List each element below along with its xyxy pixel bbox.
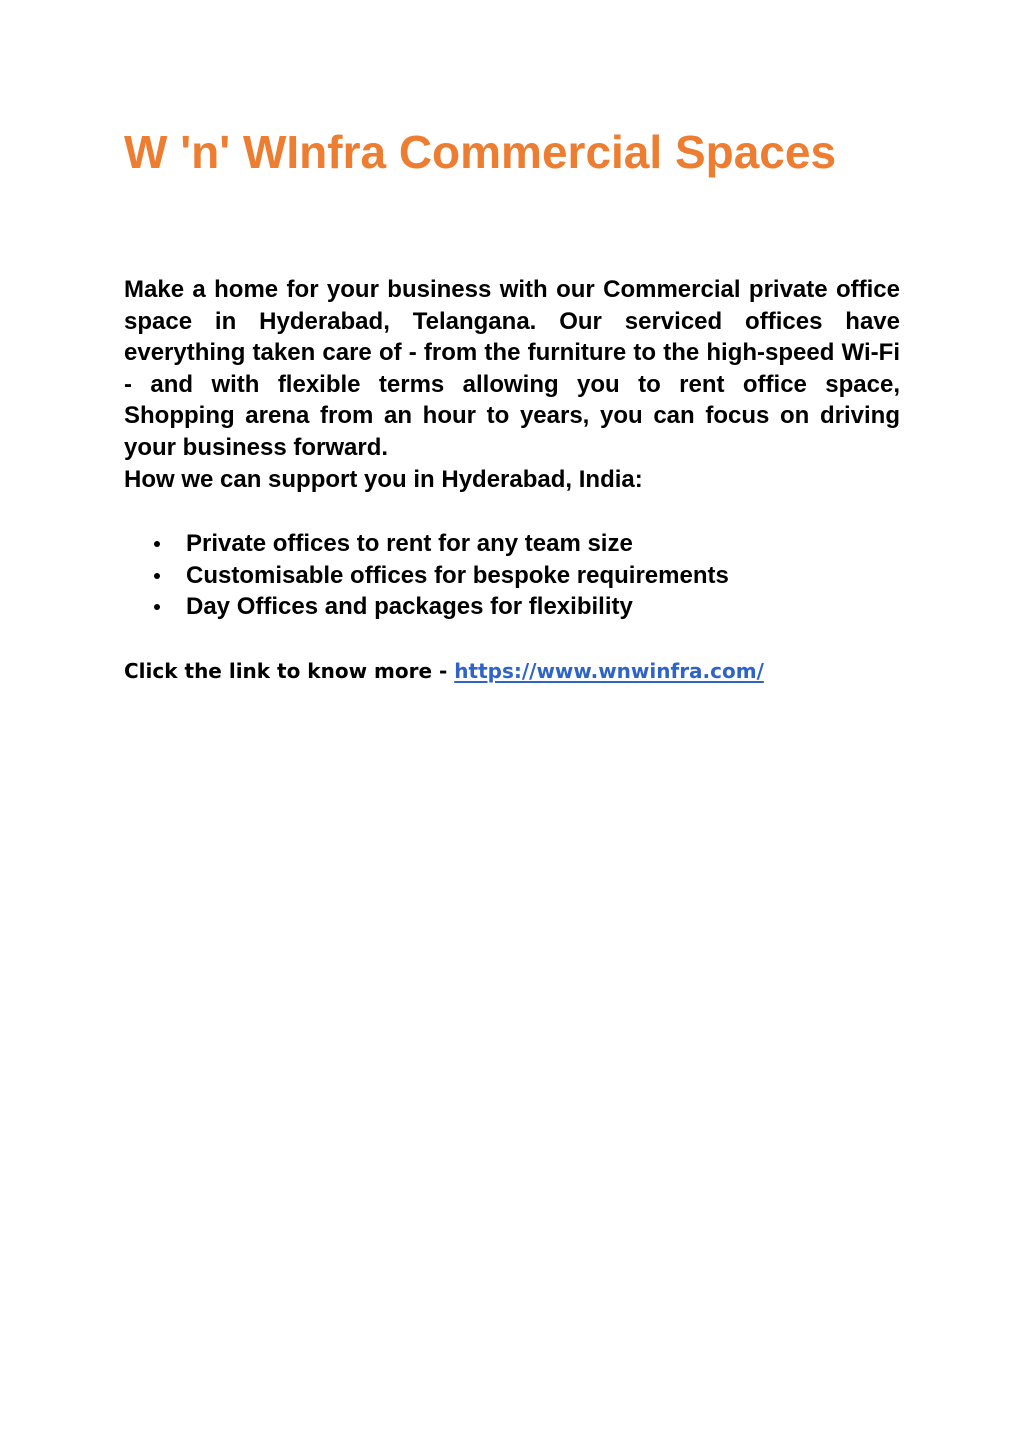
- bullet-icon: [154, 573, 160, 579]
- list-item-text: Customisable offices for bespoke requirements: [186, 561, 729, 589]
- bullet-icon: [154, 604, 160, 610]
- bullet-icon: [154, 541, 160, 547]
- intro-paragraph: Make a home for your business with our Commercial private office space in Hyderabad, Telangana. Our serviced offices have everything taken care of - from the furniture to the high-speed Wi-Fi - and with flexible terms allowing you to rent office space, Shopping arena from an hour to years, you can focus on driving your business forward.: [124, 276, 900, 461]
- link-prefix: Click the link to know more -: [124, 659, 455, 683]
- support-heading: How we can support you in Hyderabad, India:: [124, 466, 643, 493]
- more-info-line: [124, 656, 764, 686]
- website-link[interactable]: https://www.wnwinfra.com/: [454, 659, 764, 683]
- page-title: W 'n' WInfra Commercial Spaces: [124, 126, 837, 178]
- list-item-text: Day Offices and packages for flexibility: [186, 593, 633, 620]
- list-item-text: Private offices to rent for any team size: [186, 530, 633, 557]
